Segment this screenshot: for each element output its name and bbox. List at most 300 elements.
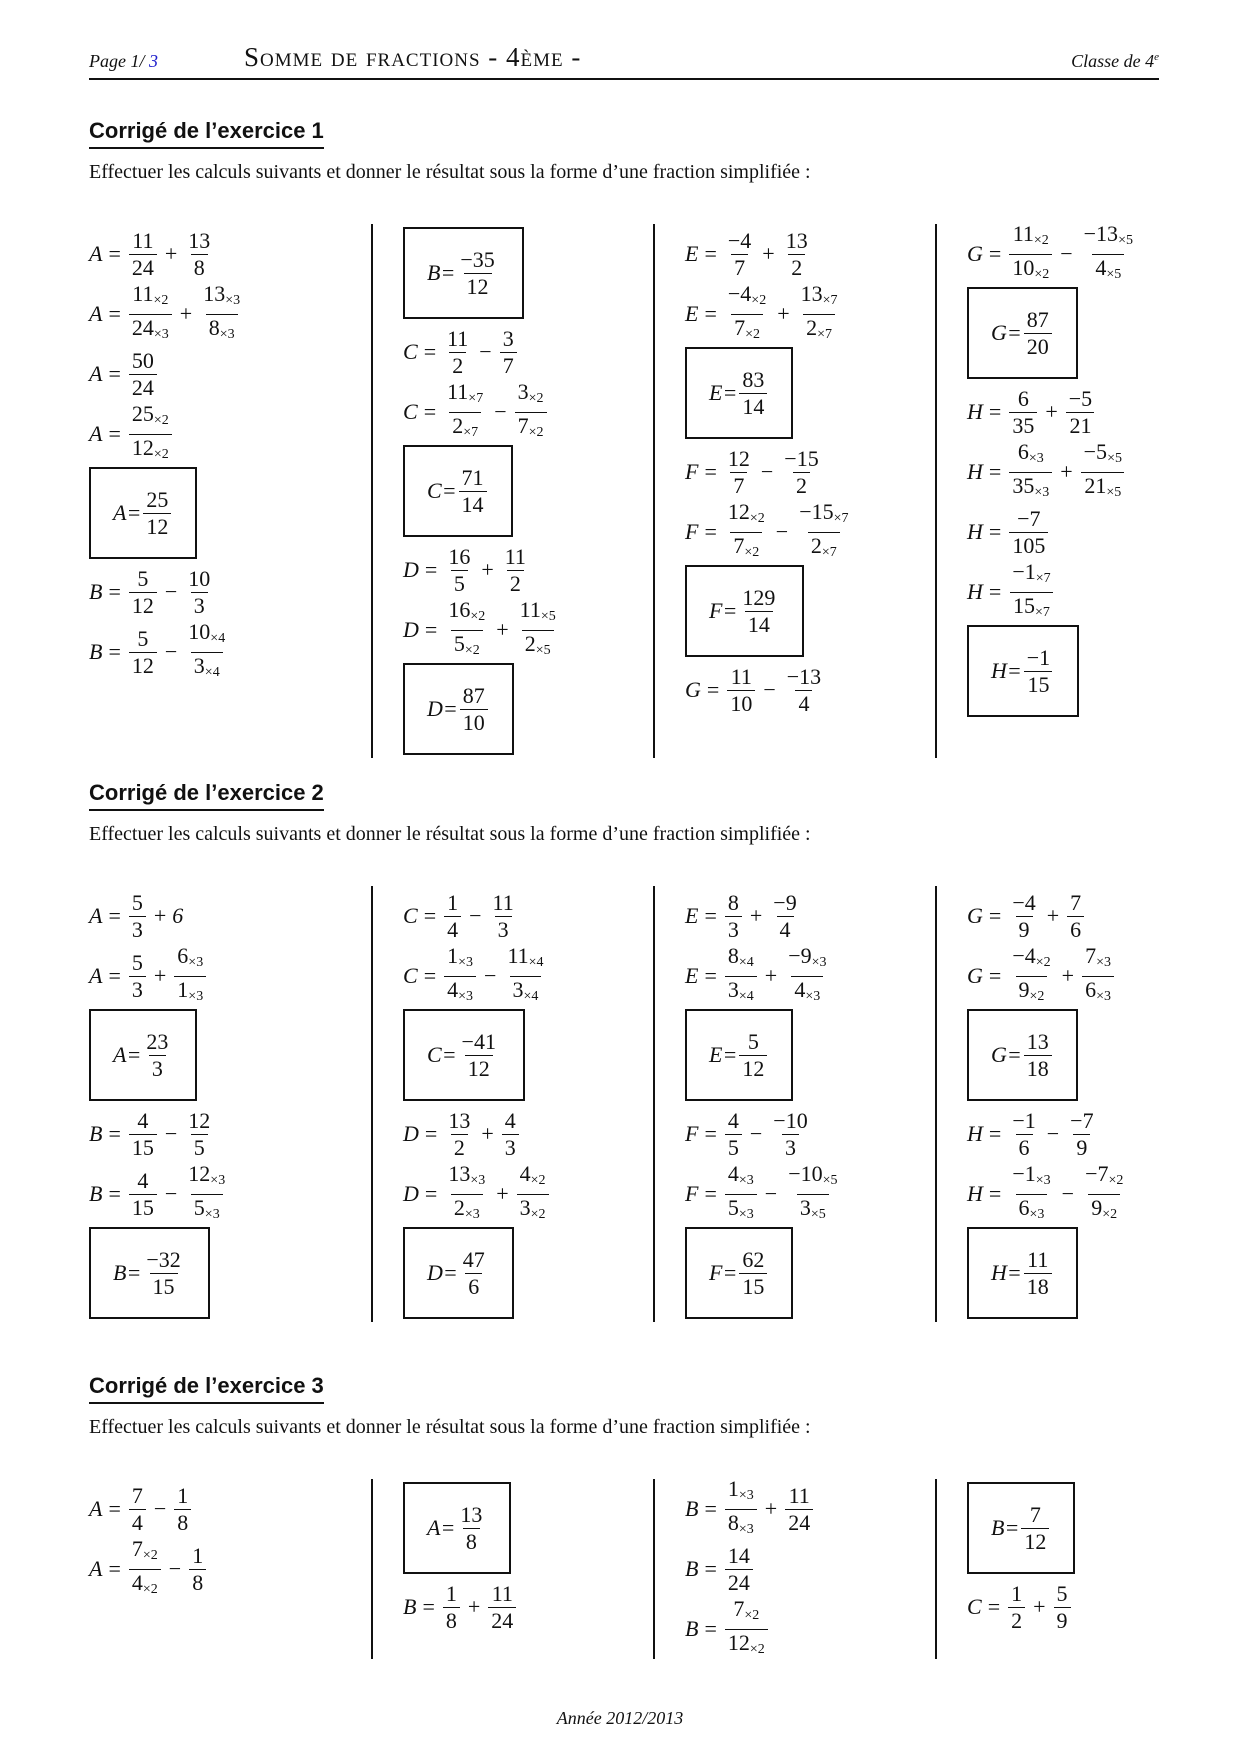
equals-sign: = xyxy=(108,361,121,386)
result-wrapper xyxy=(89,1224,363,1322)
numerator xyxy=(459,1029,499,1055)
variable: C xyxy=(427,478,442,503)
term: 11 xyxy=(504,543,526,569)
calc-line xyxy=(89,1104,363,1164)
numerator xyxy=(786,1483,813,1509)
term: $8_{\times 4}$ xyxy=(727,942,754,970)
fraction xyxy=(725,499,768,566)
term: 3 xyxy=(131,916,143,942)
fraction xyxy=(1024,1247,1052,1300)
result-box xyxy=(685,347,793,439)
fraction xyxy=(725,1543,753,1596)
denominator xyxy=(785,1509,813,1536)
multiplier: ×3 xyxy=(210,1172,226,1188)
multiplier: ×2 xyxy=(470,608,486,624)
result-box xyxy=(685,1009,793,1101)
fraction xyxy=(185,228,213,281)
fraction xyxy=(725,890,742,943)
calc-line xyxy=(685,886,927,946)
term: 18 xyxy=(1026,1273,1049,1299)
numerator xyxy=(1014,506,1043,532)
denominator xyxy=(129,434,172,468)
fraction xyxy=(445,1108,473,1161)
multiplier: ×3 xyxy=(470,1172,486,1188)
variable: A xyxy=(113,1042,127,1067)
numerator xyxy=(745,1029,762,1055)
variable: G xyxy=(685,677,701,702)
fraction xyxy=(143,1029,171,1082)
multiplier: ×7 xyxy=(821,544,837,560)
term: 9 xyxy=(1076,1134,1088,1160)
operator: − xyxy=(164,1181,178,1206)
fraction xyxy=(502,1108,519,1161)
denominator xyxy=(129,1134,157,1161)
denominator xyxy=(788,254,805,281)
result-box xyxy=(967,287,1078,379)
equals-sign: = xyxy=(108,301,121,326)
calc-line xyxy=(967,1160,1209,1224)
denominator xyxy=(777,916,794,943)
numerator xyxy=(1081,221,1136,254)
calc-line xyxy=(685,1539,927,1599)
term: 11 xyxy=(491,1580,513,1606)
fraction xyxy=(129,1108,157,1161)
term: $4_{\times 5}$ xyxy=(1095,254,1122,282)
term: $11_{\times 2}$ xyxy=(132,280,169,308)
calc-column xyxy=(371,886,653,1322)
numerator xyxy=(725,1108,742,1134)
numerator xyxy=(1024,1029,1052,1055)
equals-sign: = xyxy=(108,1496,121,1521)
numerator xyxy=(445,1108,473,1134)
calc-line xyxy=(967,438,1209,502)
operator: + xyxy=(762,241,775,266)
numerator xyxy=(489,1581,516,1607)
numerator xyxy=(1027,1502,1044,1528)
term: $10_{\times 4}$ xyxy=(188,618,226,646)
variable: B xyxy=(403,1594,417,1619)
fraction xyxy=(1009,1108,1038,1161)
fraction xyxy=(444,326,471,379)
calc-line xyxy=(403,378,645,442)
term: $4_{\times 2}$ xyxy=(131,1569,158,1597)
calc-line xyxy=(89,1160,363,1224)
operator: − xyxy=(164,579,178,604)
term: 2 xyxy=(791,254,803,280)
result-box xyxy=(685,565,804,657)
variable: B xyxy=(89,1181,103,1206)
denominator xyxy=(803,314,835,348)
numerator xyxy=(457,1502,485,1528)
denominator xyxy=(731,254,748,281)
term: 2 xyxy=(1011,1607,1023,1633)
multiplier: ×3 xyxy=(738,1206,754,1222)
fraction xyxy=(185,1161,228,1228)
calc-line xyxy=(967,382,1209,442)
fraction xyxy=(517,597,559,664)
equals-sign: = xyxy=(424,557,438,582)
term: $25_{\times 2}$ xyxy=(131,400,169,428)
numerator xyxy=(1010,221,1052,254)
result-wrapper xyxy=(403,442,645,540)
equals-sign: = xyxy=(704,459,717,484)
variable: G xyxy=(967,963,983,988)
numerator xyxy=(1066,386,1095,412)
numerator xyxy=(460,683,488,709)
variable: H xyxy=(967,519,983,544)
term: 3 xyxy=(502,325,514,351)
variable: C xyxy=(403,399,418,424)
numerator xyxy=(185,1161,228,1194)
variable: F xyxy=(685,1181,699,1206)
multiplier: ×2 xyxy=(153,446,169,462)
operator: − xyxy=(775,519,789,544)
integer-term: 6 xyxy=(172,903,184,928)
operator: − xyxy=(484,963,497,988)
section-title: Corrigé de l’exercice 1 xyxy=(89,118,324,149)
result-wrapper xyxy=(403,1479,645,1577)
term: 14 xyxy=(727,1542,750,1568)
equals-sign: = xyxy=(988,399,1002,424)
calc-line xyxy=(89,1479,363,1539)
term: 13 xyxy=(460,1501,483,1527)
operator: + xyxy=(1061,963,1075,988)
denominator xyxy=(174,976,206,1010)
variable: E xyxy=(709,380,723,405)
denominator xyxy=(129,254,157,281)
term: $-1_{\times 7}$ xyxy=(1012,558,1051,586)
page-number: Page 1/ 3 xyxy=(89,51,158,71)
denominator xyxy=(727,690,755,717)
fraction xyxy=(444,379,486,446)
fraction xyxy=(174,943,206,1010)
term: 5 xyxy=(131,889,143,915)
operator: + xyxy=(153,903,167,928)
term: 24 xyxy=(788,1509,811,1535)
numerator xyxy=(785,943,829,976)
term: 12 xyxy=(1024,1528,1047,1554)
fraction xyxy=(798,281,841,348)
equals-sign: = xyxy=(988,1181,1002,1206)
term: −32 xyxy=(146,1246,181,1272)
term: 13 xyxy=(448,1107,471,1133)
term: 1 xyxy=(445,1580,457,1606)
fraction xyxy=(725,1596,768,1663)
fraction xyxy=(460,683,488,736)
multiplier: ×4 xyxy=(523,988,539,1004)
operator: − xyxy=(479,339,492,364)
calc-column xyxy=(935,1479,1217,1659)
term: 11 xyxy=(132,227,154,253)
fraction xyxy=(445,1161,488,1228)
fraction xyxy=(1009,386,1037,439)
equals-sign: = xyxy=(424,617,438,642)
equals-sign: = xyxy=(704,1181,717,1206)
denominator xyxy=(793,472,810,499)
fraction xyxy=(785,1483,813,1536)
fraction xyxy=(129,1536,161,1603)
calc-line xyxy=(89,618,363,682)
instruction-text: Effectuer les calculs suivants et donner le résultat sous la forme d’une fraction simplifiée : xyxy=(89,1416,811,1438)
fraction xyxy=(1009,221,1052,288)
variable: E xyxy=(709,1042,723,1067)
term: 2 xyxy=(796,472,807,498)
denominator xyxy=(510,976,542,1010)
fraction xyxy=(185,1108,213,1161)
equals-sign: = xyxy=(441,1042,457,1067)
calc-column xyxy=(89,224,371,758)
denominator xyxy=(1010,592,1053,626)
calc-line xyxy=(685,280,927,344)
page-total-link[interactable]: 3 xyxy=(149,51,158,71)
term: $-13_{\times 5}$ xyxy=(1083,220,1133,248)
variable: B xyxy=(427,260,441,285)
term: 5 xyxy=(131,949,143,975)
equals-sign: = xyxy=(108,579,121,604)
calc-column xyxy=(89,1479,371,1659)
multiplier: ×2 xyxy=(749,1641,765,1657)
variable: A xyxy=(89,301,103,326)
fraction xyxy=(504,943,546,1010)
denominator xyxy=(1066,412,1094,439)
term: $4_{\times 3}$ xyxy=(727,1160,754,1188)
variable: A xyxy=(89,903,103,928)
term: 7 xyxy=(733,472,745,498)
term: $13_{\times 3}$ xyxy=(203,280,241,308)
fraction xyxy=(1067,1108,1096,1161)
numerator xyxy=(517,1161,549,1194)
numerator xyxy=(725,446,753,472)
calc-line xyxy=(685,224,927,284)
numerator xyxy=(517,597,559,630)
term: $15_{\times 7}$ xyxy=(1013,592,1050,620)
denominator xyxy=(451,570,468,597)
numerator xyxy=(445,1161,488,1194)
numerator xyxy=(504,943,546,976)
term: $7_{\times 3}$ xyxy=(1085,942,1111,970)
term: 3 xyxy=(131,976,143,1002)
operator: − xyxy=(164,639,178,664)
term: 12 xyxy=(466,273,489,299)
denominator xyxy=(782,1134,799,1161)
multiplier: ×3 xyxy=(1034,484,1050,500)
denominator xyxy=(191,1194,223,1228)
variable: H xyxy=(967,579,983,604)
denominator xyxy=(191,1134,208,1161)
term: 12 xyxy=(131,652,154,678)
section-title: Corrigé de l’exercice 2 xyxy=(89,780,324,811)
denominator xyxy=(149,1055,166,1082)
term: 8 xyxy=(177,1509,189,1535)
denominator xyxy=(1067,916,1084,943)
numerator xyxy=(129,1483,146,1509)
operator: − xyxy=(164,1121,178,1146)
calc-line xyxy=(685,1104,927,1164)
numerator xyxy=(444,890,461,916)
denominator xyxy=(129,652,157,679)
variable: C xyxy=(403,963,418,988)
calc-line xyxy=(685,442,927,502)
calc-line xyxy=(967,1577,1209,1637)
numerator xyxy=(739,585,778,611)
equals-sign: = xyxy=(988,903,1002,928)
equals-sign: = xyxy=(1006,1042,1022,1067)
fraction xyxy=(444,943,476,1010)
variable: F xyxy=(685,459,699,484)
denominator xyxy=(515,412,547,446)
fraction xyxy=(1009,506,1048,559)
term: 1 xyxy=(1011,1580,1023,1606)
term: $3_{\times 4}$ xyxy=(512,976,539,1004)
denominator xyxy=(465,1273,482,1300)
term: $-1_{\times 3}$ xyxy=(1012,1160,1051,1188)
calc-column xyxy=(371,224,653,758)
variable: D xyxy=(403,1181,419,1206)
denominator xyxy=(488,1607,516,1634)
calc-line xyxy=(403,596,645,660)
numerator xyxy=(174,943,206,976)
variable: B xyxy=(89,1121,103,1146)
fraction xyxy=(725,943,757,1010)
multiplier: ×5 xyxy=(810,1206,826,1222)
denominator xyxy=(129,1509,146,1536)
denominator xyxy=(451,1134,468,1161)
term: $12_{\times 2}$ xyxy=(727,498,765,526)
result-wrapper xyxy=(403,1224,645,1322)
term: −7 xyxy=(1070,1107,1094,1133)
operator: + xyxy=(1046,903,1060,928)
multiplier: ×3 xyxy=(464,1206,480,1222)
denominator xyxy=(444,916,461,943)
numerator xyxy=(444,943,476,976)
fraction xyxy=(1021,1502,1049,1555)
exercise-1-section xyxy=(89,118,1159,735)
denominator xyxy=(507,570,524,597)
multiplier: ×2 xyxy=(1029,988,1045,1004)
calc-line xyxy=(89,400,363,464)
term: 5 xyxy=(193,1134,205,1160)
term: $5_{\times 3}$ xyxy=(727,1194,754,1222)
multiplier: ×5 xyxy=(535,642,551,658)
calc-columns xyxy=(89,1475,1217,1659)
calc-line xyxy=(89,280,363,344)
fraction xyxy=(781,446,821,499)
term: 5 xyxy=(727,1134,739,1160)
term: 12 xyxy=(188,1107,211,1133)
multiplier: ×3 xyxy=(219,326,235,342)
fraction xyxy=(1066,386,1095,439)
multiplier: ×3 xyxy=(188,988,204,1004)
denominator xyxy=(745,611,773,638)
variable: A xyxy=(89,963,103,988)
denominator xyxy=(725,976,757,1010)
denominator xyxy=(460,709,488,736)
multiplier: ×2 xyxy=(1034,266,1050,282)
term: 14 xyxy=(747,611,770,637)
term: 12 xyxy=(742,1055,765,1081)
term: $3_{\times 4}$ xyxy=(193,652,220,680)
term: $11_{\times 5}$ xyxy=(519,596,556,624)
result-box xyxy=(403,227,524,319)
term: $7_{\times 2}$ xyxy=(734,314,760,342)
calc-line xyxy=(685,1595,927,1659)
denominator xyxy=(522,630,554,664)
numerator xyxy=(129,401,172,434)
term: $10_{\times 2}$ xyxy=(1012,254,1050,282)
calc-line xyxy=(967,220,1209,284)
result-wrapper xyxy=(685,1006,927,1104)
term: $3_{\times 5}$ xyxy=(799,1194,826,1222)
term: 24 xyxy=(131,374,154,400)
term: 4 xyxy=(447,916,459,942)
operator: − xyxy=(1061,1181,1075,1206)
equals-sign: = xyxy=(988,241,1002,266)
term: 21 xyxy=(1069,412,1092,438)
term: $-10_{\times 5}$ xyxy=(788,1160,838,1188)
denominator xyxy=(191,592,208,619)
variable: C xyxy=(967,1594,982,1619)
variable: B xyxy=(685,1496,699,1521)
result-box xyxy=(89,1227,210,1319)
fraction xyxy=(784,664,824,717)
operator: + xyxy=(777,301,790,326)
calc-line xyxy=(967,942,1209,1006)
numerator xyxy=(1024,1247,1051,1273)
fraction xyxy=(459,465,487,518)
equals-sign: = xyxy=(988,579,1002,604)
result-wrapper xyxy=(967,1006,1209,1104)
equals-sign: = xyxy=(704,1121,717,1146)
term: −13 xyxy=(786,663,822,689)
result-box xyxy=(403,663,514,755)
term: −15 xyxy=(784,445,819,471)
multiplier: ×2 xyxy=(464,642,480,658)
equals-sign: = xyxy=(423,903,437,928)
result-wrapper xyxy=(967,622,1209,720)
equals-sign: = xyxy=(704,963,717,988)
variable: A xyxy=(89,421,103,446)
variable: G xyxy=(967,903,983,928)
variable: G xyxy=(967,241,983,266)
calc-line xyxy=(967,886,1209,946)
multiplier: ×5 xyxy=(822,1172,838,1188)
variable: H xyxy=(967,1121,983,1146)
term: $7_{\times 2}$ xyxy=(733,532,760,560)
denominator xyxy=(189,1569,206,1596)
numerator xyxy=(460,1247,488,1273)
term: 4 xyxy=(137,1167,149,1193)
fraction xyxy=(1054,1581,1071,1634)
multiplier: ×5 xyxy=(1118,232,1133,248)
term: $2_{\times 7}$ xyxy=(452,412,479,440)
variable: H xyxy=(967,1181,983,1206)
term: 6 xyxy=(1017,385,1029,411)
denominator xyxy=(191,254,208,281)
numerator xyxy=(129,228,156,254)
denominator xyxy=(725,916,742,943)
term: 3 xyxy=(504,1134,516,1160)
calc-columns xyxy=(89,886,1217,1322)
denominator xyxy=(791,976,823,1010)
denominator xyxy=(464,273,492,300)
term: 13 xyxy=(188,227,211,253)
multiplier: ×2 xyxy=(751,292,767,308)
term: $3_{\times 2}$ xyxy=(519,1194,546,1222)
variable: A xyxy=(427,1515,441,1540)
operator: − xyxy=(153,1496,167,1521)
fraction xyxy=(129,1168,157,1221)
denominator xyxy=(725,1629,768,1663)
